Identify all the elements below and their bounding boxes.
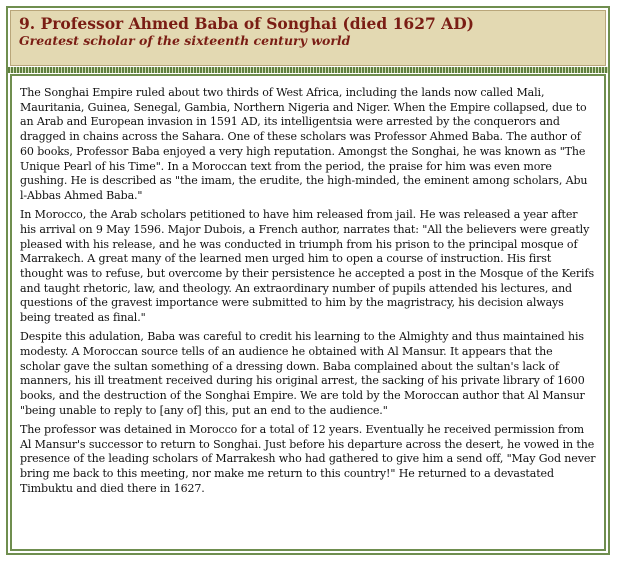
article-frame (6, 6, 610, 555)
article-title: 9. Professor Ahmed Baba of Songhai (died 1627 AD) (19, 14, 474, 33)
paragraph-1: The Songhai Empire ruled about two thirds of West Africa, including the lands now called Mali, Mauritania, Guinea, Senegal, Gambia, Northern Nigeria and Niger. When the Empire collapsed, due to an Arab and European invasion in 1591 AD, its intelligentsia were arrested by the conquerors and dragged in chains across the Sahara. One of these scholars was Professor Ahmed Baba. The author of 60 books, Professor Baba enjoyed a very high reputation. Amongst the Songhai, he was known as "The Unique Pearl of his Time". In a Moroccan text from the period, the praise for him was even more gushing. He is described as "the imam, the erudite, the high-minded, the eminent among scholars, Abu l-Abbas Ahmed Baba." (20, 86, 588, 202)
article-body (10, 74, 606, 551)
paragraph-3: Despite this adulation, Baba was careful to credit his learning to the Almighty and thus maintained his modesty. A Moroccan source tells of an audience he obtained with Al Mansur. It appears that the scholar gave the sultan something of a dressing down. Baba complained about the sultan's lack of manners, his ill treatment received during his original arrest, the sacking of his private library of 1600 books, and the destruction of the Songhai Empire. We are told by the Moroccan author that Al Mansur "being unable to reply to [any of] this, put an end to the audience." (20, 330, 585, 417)
decorative-divider (8, 67, 608, 73)
paragraph-2: In Morocco, the Arab scholars petitioned to have him released from jail. He was released a year after his arrival on 9 May 1596. Major Dubois, a French author, narrates that: "All the believers were greatly pleased with his release, and he was conducted in triumph from his prison to the principal mosque of Marrakech. A great many of the learned men urged him to open a course of instruction. His first thought was to refuse, but overcome by their persistence he accepted a post in the Mosque of the Kerifs and taught rhetoric, law, and theology. An extraordinary number of pupils attended his lectures, and questions of the gravest importance were submitted to him by the magristracy, his decision always being treated as final." (20, 208, 594, 325)
paragraph-4: The professor was detained in Morocco for a total of 12 years. Eventually he received permission from Al Mansur's successor to return to Songhai. Just before his departure across the desert, he vowed in the presence of the leading scholars of Marrakesh who had gathered to give him a send off, "May God never bring me back to this meeting, nor make me return to this country!" He returned to a devastated Timbuktu and died there in 1627. (20, 422, 596, 495)
article-subtitle: Greatest scholar of the sixteenth century world (19, 33, 351, 48)
article-header (10, 10, 606, 66)
